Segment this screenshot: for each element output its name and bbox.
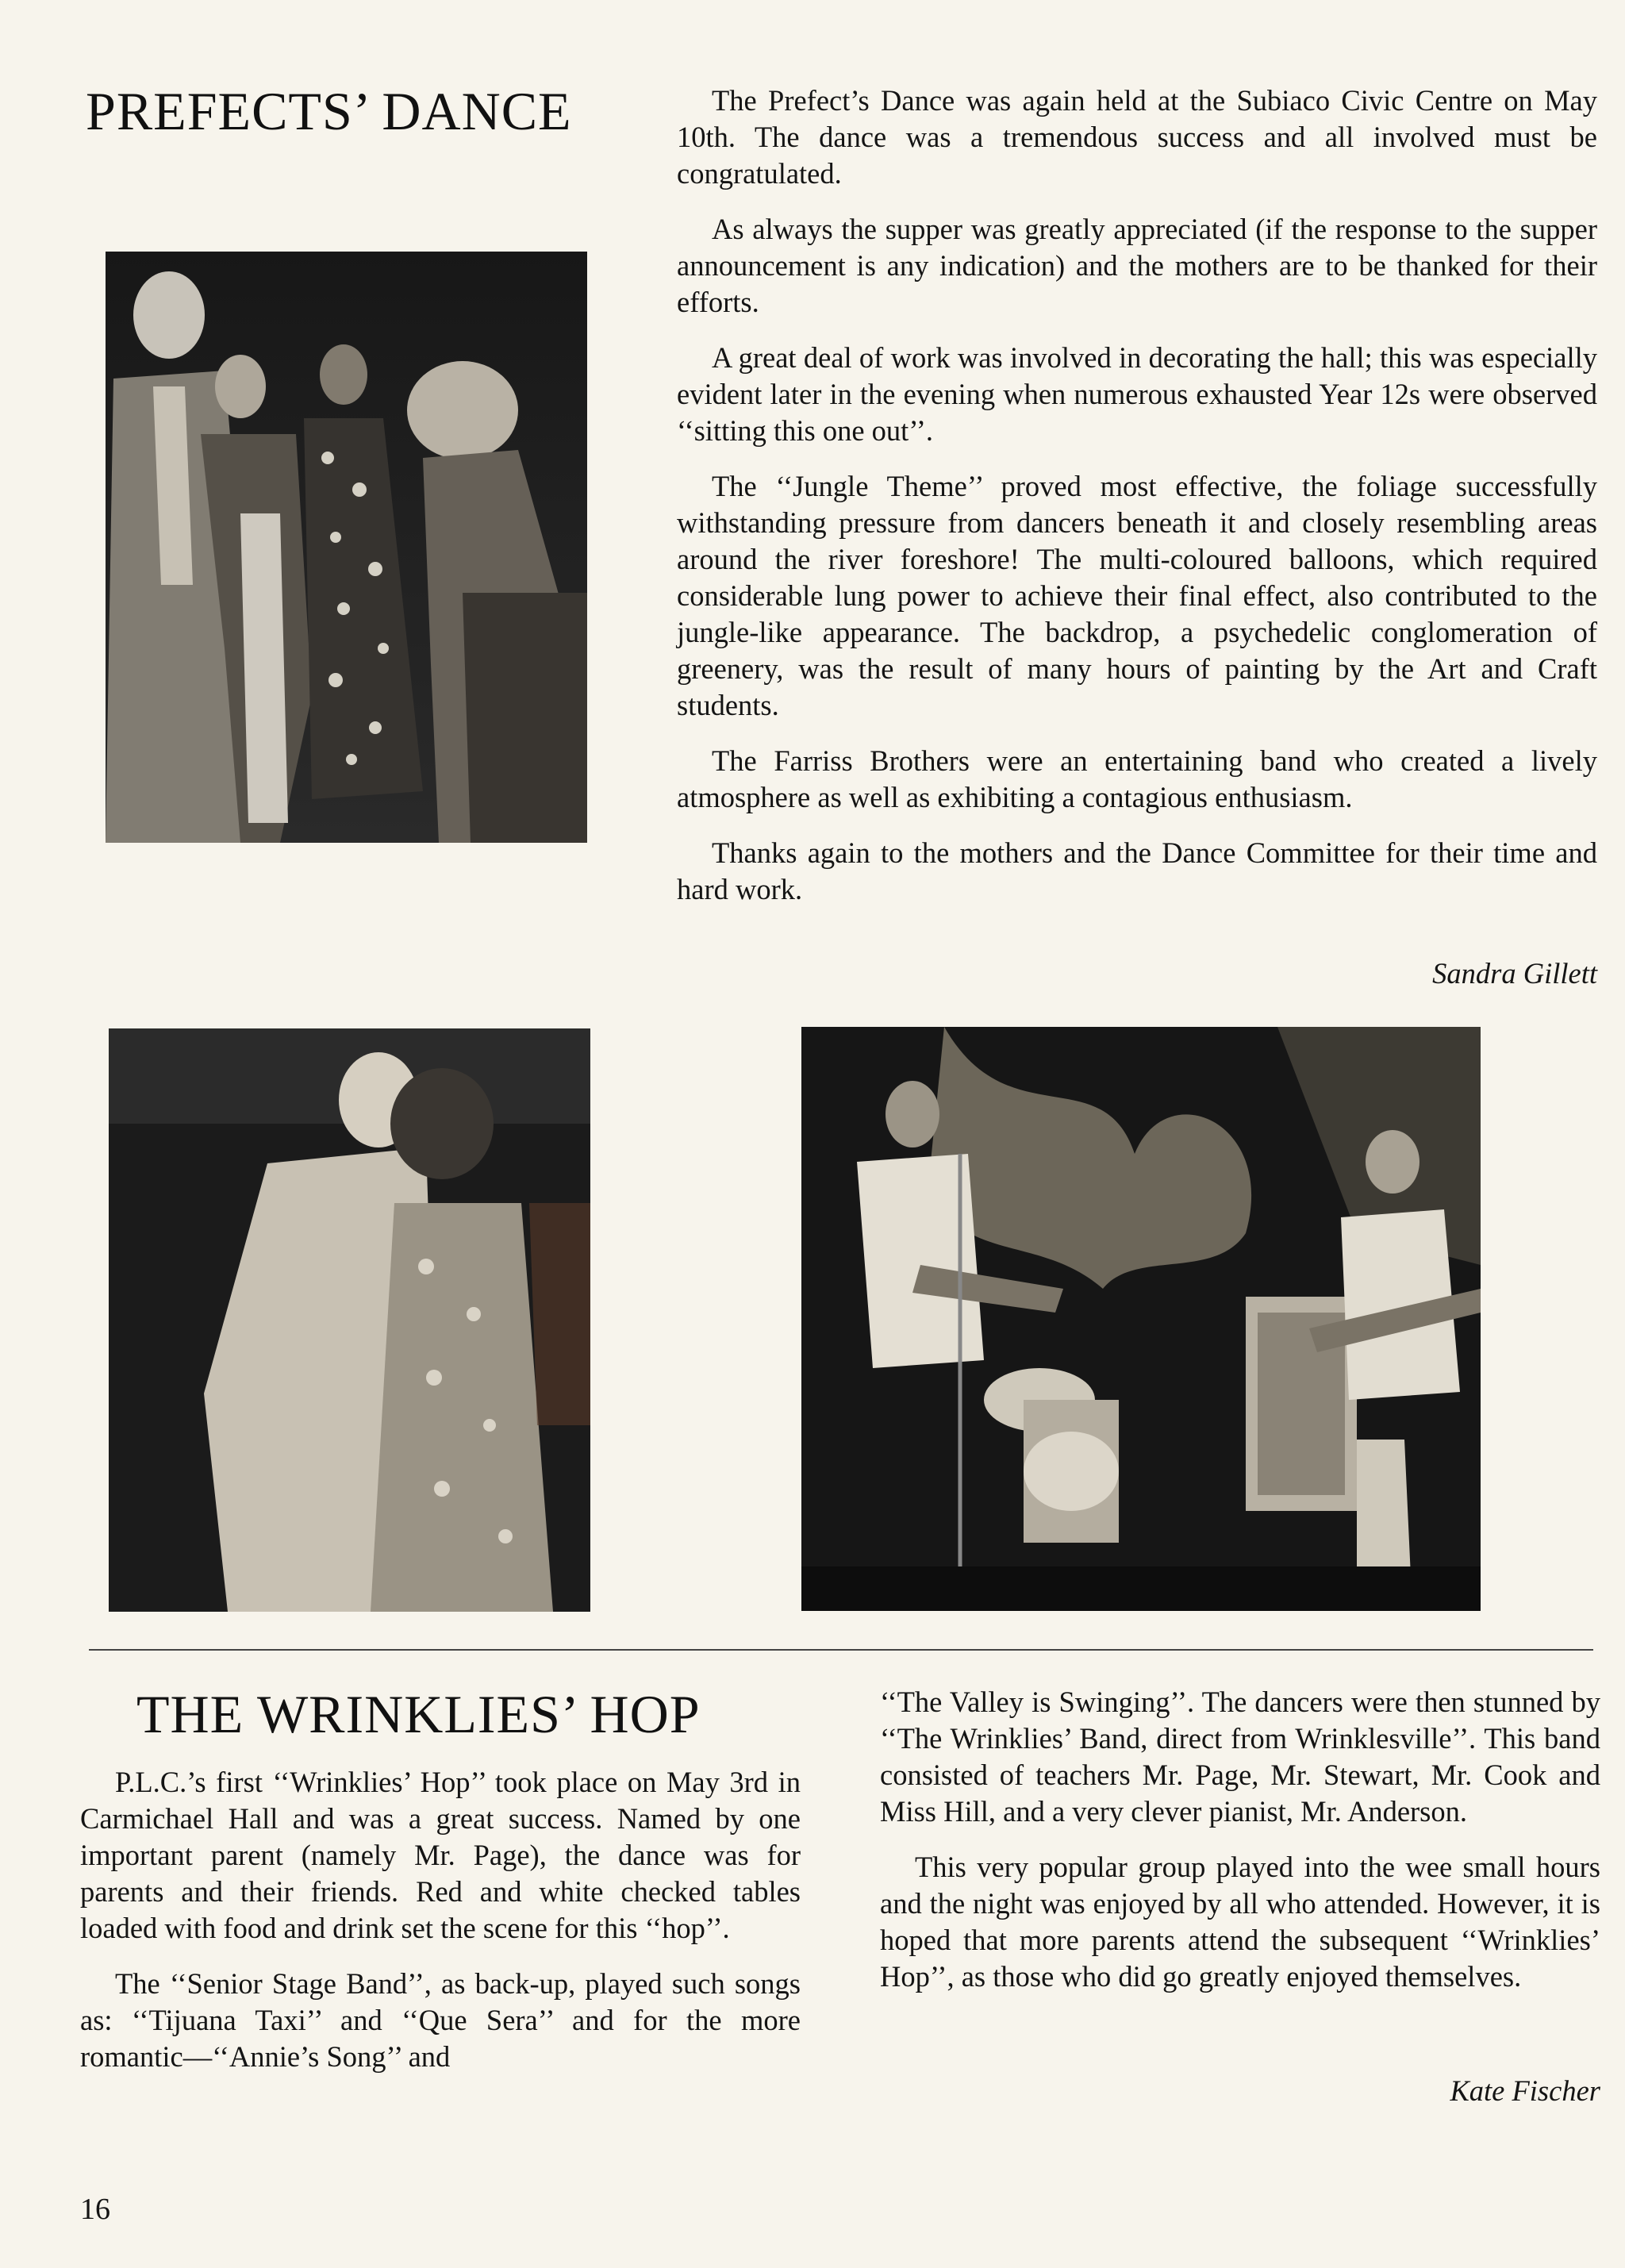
- paragraph: As always the supper was greatly appreciated (if the response to the supper announcement is any indication) and the mothers are to be thanked for their efforts.: [677, 213, 1597, 318]
- paragraph: This very popular group played into the wee small hours and the night was enjoyed by all who attended. However, it is hoped that more parents attend the subsequent ‘‘Wrinklies’ Hop’’, as those who did go greatly enjoyed themselves.: [880, 1851, 1600, 1993]
- paragraph: P.L.C.’s first ‘‘Wrinklies’ Hop’’ took place on May 3rd in Carmichael Hall and was a great success. Named by one important parent (namely Mr. Page), the dance was for parents and their friends. Red and white checked tables loaded with food and drink set the scene for this ‘‘hop’’.: [80, 1766, 801, 1944]
- wrinklies-hop-title: THE WRINKLIES’ HOP: [136, 1684, 701, 1744]
- paragraph: The Prefect’s Dance was again held at the Subiaco Civic Centre on May 10th. The dance was a tremendous success and all involved must be congratulated.: [677, 84, 1597, 190]
- author-signature: Kate Fischer: [1450, 2074, 1600, 2107]
- paragraph: The Farriss Brothers were an entertaining band who created a lively atmosphere as well as exhibiting a contagious enthusiasm.: [677, 744, 1597, 813]
- page-number: 16: [80, 2193, 110, 2226]
- band-playing-photo: [801, 1027, 1481, 1611]
- author-signature: Sandra Gillett: [1432, 957, 1597, 990]
- wrinklies-hop-left-column: [80, 1764, 801, 2075]
- prefects-dance-title: PREFECTS’ DANCE: [86, 81, 572, 141]
- paragraph-continuation: ‘‘The Valley is Swinging’’. The dancers were then stunned by ‘‘The Wrinklies’ Band, direct from Wrinklesville’’. This band consisted of teachers Mr. Page, Mr. Stewart, Mr. Cook and Miss Hill, and a very clever pianist, Mr. Anderson.: [880, 1686, 1600, 1828]
- paragraph: The ‘‘Senior Stage Band’’, as back-up, played such songs as: ‘‘Tijuana Taxi’’ and ‘‘Que Sera’’ and for the more romantic—‘‘Annie’s Song’’ and: [80, 1967, 801, 2073]
- dancers-photo: [106, 252, 587, 843]
- wrinklies-hop-right-column: [880, 1684, 1600, 1995]
- prefects-dance-body: [677, 83, 1597, 908]
- paragraph: Thanks again to the mothers and the Dance Committee for their time and hard work.: [677, 836, 1597, 905]
- paragraph: A great deal of work was involved in decorating the hall; this was especially evident later in the evening when numerous exhausted Year 12s were observed ‘‘sitting this one out’’.: [677, 341, 1597, 447]
- paragraph: The ‘‘Jungle Theme’’ proved most effective, the foliage successfully withstanding pressure from dancers beneath it and closely resembling areas around the river foreshore! The multi-coloured balloons, which required considerable lung power to achieve their final effect, also contributed to the jungle-like appearance. The backdrop, a psychedelic conglomeration of greenery, was the result of many hours of painting by the Art and Craft students.: [677, 470, 1597, 721]
- section-divider: [89, 1649, 1593, 1651]
- couple-dancing-photo: [109, 1028, 590, 1612]
